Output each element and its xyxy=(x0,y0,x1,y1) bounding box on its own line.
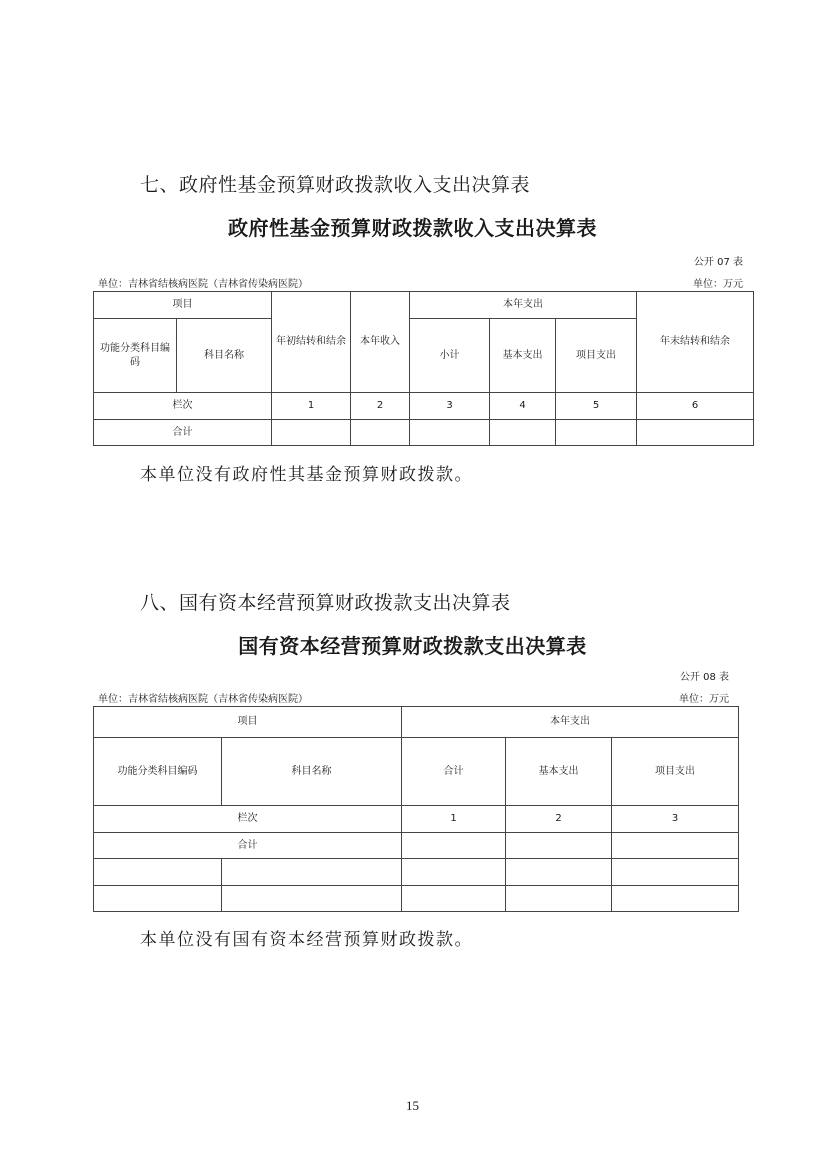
header-func-code: 功能分类科目编码 xyxy=(94,319,177,393)
table-row xyxy=(94,859,739,886)
row-index-label: 栏次 xyxy=(94,806,402,833)
empty-cell xyxy=(556,420,637,446)
section7-unit-money: 单位：万元 xyxy=(693,279,743,290)
header-project: 项目支出 xyxy=(612,738,739,806)
header-subject-name: 科目名称 xyxy=(222,738,402,806)
section7-table xyxy=(93,291,754,446)
row-index-cell: 2 xyxy=(506,806,612,833)
empty-cell xyxy=(637,420,754,446)
row-index-cell: 5 xyxy=(556,393,637,420)
header-subtotal: 小计 xyxy=(410,319,490,393)
header-item: 项目 xyxy=(94,707,402,738)
empty-cell xyxy=(94,886,222,912)
section7-unit-org: 单位：吉林省结核病医院（吉林省传染病医院） xyxy=(98,279,308,290)
row-index-cell: 4 xyxy=(490,393,556,420)
section8-heading: 八、国有资本经营预算财政拨款支出决算表 xyxy=(140,592,511,614)
header-end-balance: 年末结转和结余 xyxy=(637,292,754,393)
header-expense: 本年支出 xyxy=(410,292,637,319)
empty-cell xyxy=(506,886,612,912)
section7-heading: 七、政府性基金预算财政拨款收入支出决算表 xyxy=(140,174,531,196)
section7-table-code: 公开 07 表 xyxy=(693,257,743,268)
empty-cell xyxy=(506,833,612,859)
section8-note: 本单位没有国有资本经营预算财政拨款。 xyxy=(140,930,473,950)
row-index-cell: 2 xyxy=(351,393,410,420)
row-index-cell: 3 xyxy=(410,393,490,420)
page-number: 15 xyxy=(406,1098,419,1113)
header-expense: 本年支出 xyxy=(402,707,739,738)
row-index-cell: 1 xyxy=(402,806,506,833)
total-label: 合计 xyxy=(94,833,402,859)
empty-cell xyxy=(402,833,506,859)
section8-unit-money: 单位：万元 xyxy=(679,694,729,705)
empty-cell xyxy=(402,859,506,886)
section8-table xyxy=(93,706,739,912)
table-row xyxy=(94,806,739,833)
empty-cell xyxy=(272,420,351,446)
section7-note: 本单位没有政府性其基金预算财政拨款。 xyxy=(140,465,473,485)
header-project: 项目支出 xyxy=(556,319,637,393)
row-index-cell: 3 xyxy=(612,806,739,833)
empty-cell xyxy=(351,420,410,446)
section8-title: 国有资本经营预算财政拨款支出决算表 xyxy=(238,634,587,658)
empty-cell xyxy=(506,859,612,886)
row-index-cell: 1 xyxy=(272,393,351,420)
empty-cell xyxy=(612,886,739,912)
total-label: 合计 xyxy=(94,420,272,446)
empty-cell xyxy=(402,886,506,912)
empty-cell xyxy=(410,420,490,446)
table-row xyxy=(94,886,739,912)
empty-cell xyxy=(94,859,222,886)
row-index-label: 栏次 xyxy=(94,393,272,420)
header-item: 项目 xyxy=(94,292,272,319)
empty-cell xyxy=(490,420,556,446)
empty-cell xyxy=(222,859,402,886)
table-row xyxy=(94,420,754,446)
section8-unit-org: 单位：吉林省结核病医院（吉林省传染病医院） xyxy=(98,694,308,705)
table-row xyxy=(94,393,754,420)
table-row xyxy=(94,833,739,859)
header-total: 合计 xyxy=(402,738,506,806)
empty-cell xyxy=(612,833,739,859)
header-income: 本年收入 xyxy=(351,292,410,393)
header-subject-name: 科目名称 xyxy=(177,319,272,393)
header-func-code: 功能分类科目编码 xyxy=(94,738,222,806)
empty-cell xyxy=(612,859,739,886)
header-basic: 基本支出 xyxy=(506,738,612,806)
row-index-cell: 6 xyxy=(637,393,754,420)
section8-table-code: 公开 08 表 xyxy=(679,672,729,683)
section7-title: 政府性基金预算财政拨款收入支出决算表 xyxy=(228,216,597,240)
empty-cell xyxy=(222,886,402,912)
header-basic: 基本支出 xyxy=(490,319,556,393)
header-begin-balance: 年初结转和结余 xyxy=(272,292,351,393)
